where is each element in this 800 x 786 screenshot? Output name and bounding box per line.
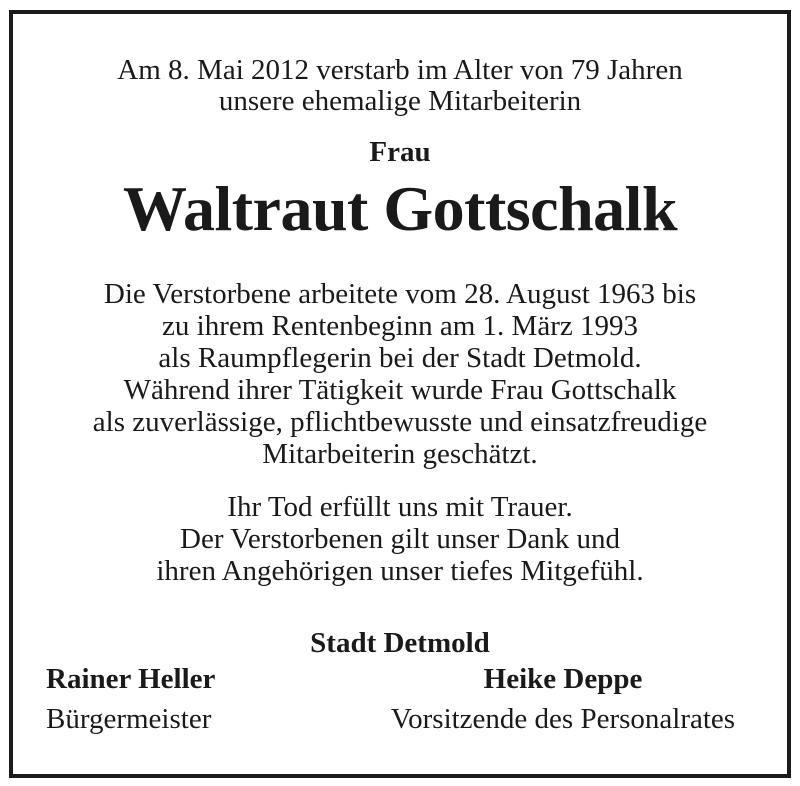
signatory-name-mayor: Rainer Heller (46, 663, 216, 695)
condolence-line-1: Ihr Tod erfüllt uns mit Trauer. (227, 491, 573, 523)
career-line-2: zu ihrem Rentenbeginn am 1. März 1993 (162, 310, 638, 342)
career-line-3: als Raumpflegerin bei der Stadt Detmold. (158, 342, 642, 374)
signatory-name-council: Heike Deppe (483, 663, 643, 695)
salutation: Frau (369, 136, 431, 168)
condolence-line-3: ihren Angehörigen unser tiefes Mitgefühl. (156, 555, 644, 587)
intro-line-2: unsere ehemalige Mitarbeiterin (218, 85, 582, 117)
obituary-frame (9, 10, 791, 778)
career-line-1: Die Verstorbene arbeitete vom 28. August 1963 bis (103, 278, 697, 310)
career-line-4: Während ihrer Tätigkeit wurde Frau Gottschalk (123, 374, 677, 406)
career-line-5: als zuverlässige, pflichtbewusste und einsatzfreudige (92, 406, 708, 438)
career-line-6: Mitarbeiterin geschätzt. (262, 438, 538, 470)
signatory-title-council: Vorsitzende des Personalrates (390, 703, 736, 735)
condolence-line-2: Der Verstorbenen gilt unser Dank und (180, 523, 620, 555)
signatory-title-mayor: Bürgermeister (46, 703, 212, 735)
intro-line-1: Am 8. Mai 2012 verstarb im Alter von 79 Jahren (117, 54, 683, 86)
organization-name: Stadt Detmold (310, 627, 490, 659)
deceased-name: Waltraut Gottschalk (122, 173, 678, 244)
